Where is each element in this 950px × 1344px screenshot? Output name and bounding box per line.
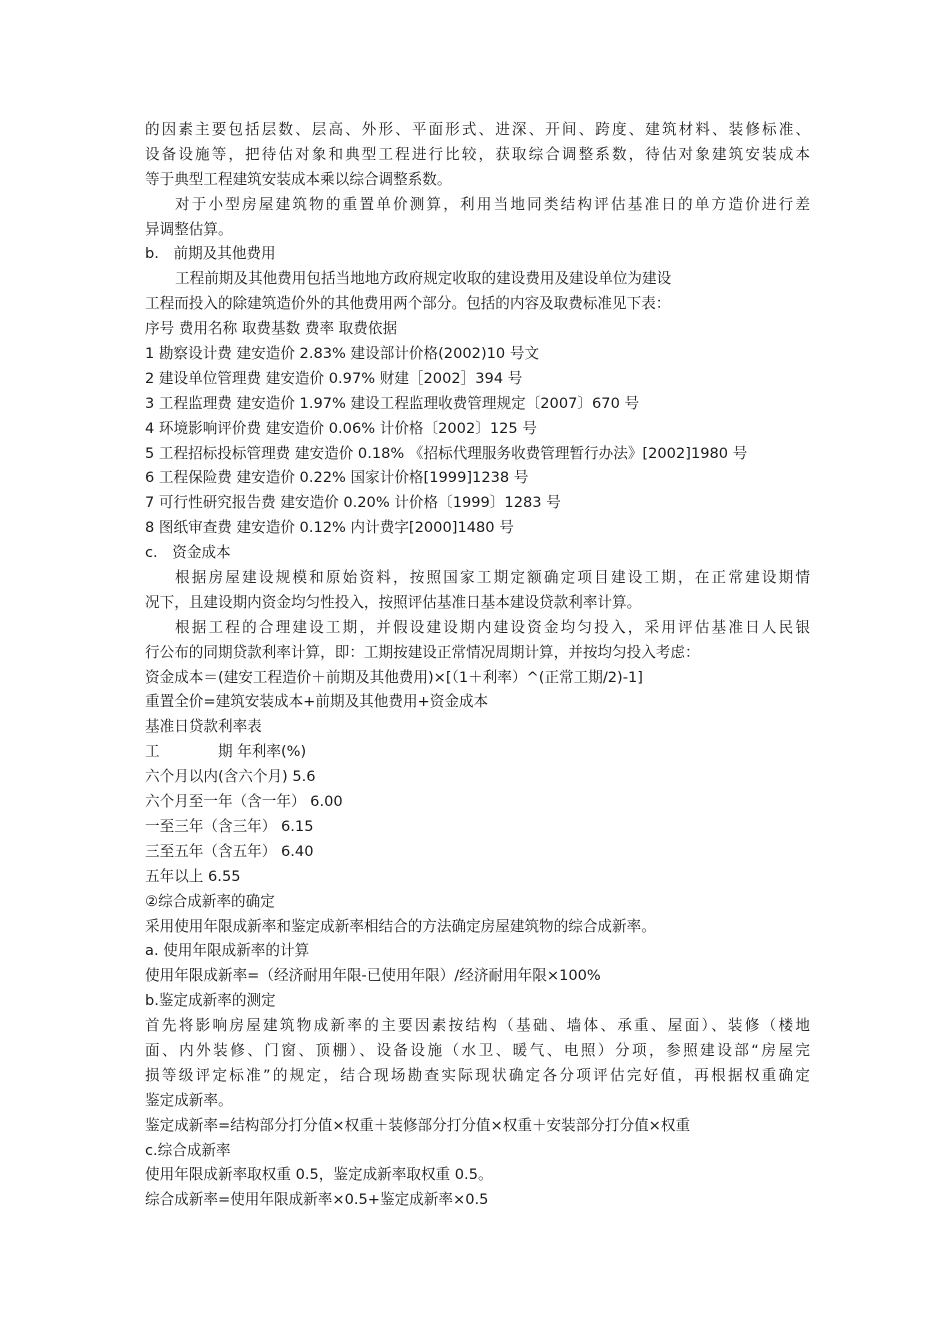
text-line: 的因素主要包括层数、层高、外形、平面形式、进深、开间、跨度、建筑材料、装修标准、 [145,121,810,138]
text-line: 三至五年（含五年） 6.40 [145,842,314,860]
text-line: b. 前期及其他费用 [145,245,276,263]
text-line: 鉴定成新率。 [145,1091,233,1109]
text-line: 况下，且建设期内资金均匀性投入，按照评估基准日基本建设贷款利率计算。 [145,593,642,611]
text-line: 六个月至一年（含一年） 6.00 [145,793,343,811]
text-line: a. 使用年限成新率的计算 [145,942,310,960]
text-line: 7 可行性研究报告费 建安造价 0.20% 计价格〔1999〕1283 号 [145,494,561,512]
text-line: 五年以上 6.55 [145,867,241,885]
text-line: 8 图纸审查费 建安造价 0.12% 内计费字[2000]1480 号 [145,519,514,537]
text-line: 首先将影响房屋建筑物成新率的主要因素按结构（基础、墙体、承重、屋面）、装修（楼地 [145,1017,810,1035]
text-line: c.综合成新率 [145,1141,231,1159]
text-line: 一至三年（含三年） 6.15 [145,817,314,835]
text-line: 1 勘察设计费 建安造价 2.83% 建设部计价格(2002)10 号文 [145,345,540,363]
text-line: 基准日贷款利率表 [145,718,262,736]
text-line: 六个月以内(含六个月) 5.6 [145,768,316,786]
text-line: 工程前期及其他费用包括当地地方政府规定收取的建设费用及建设单位为建设 [175,270,672,288]
text-line: c. 资金成本 [145,544,231,562]
text-line: 使用年限成新率取权重 0.5，鉴定成新率取权重 0.5。 [145,1166,493,1184]
text-line: 根据房屋建设规模和原始资料，按照国家工期定额确定项目建设工期，在正常建设期情 [175,569,810,587]
text-line: 工 期 年利率(%) [145,743,307,761]
text-line: 面、内外装修、门窗、顶棚）、设备设施（水卫、暖气、电照）分项，参照建设部“房屋完 [145,1041,810,1059]
document-body [145,118,810,1213]
text-line: 鉴定成新率=结构部分打分值×权重＋装修部分打分值×权重＋安装部分打分值×权重 [145,1116,691,1134]
text-line: 综合成新率=使用年限成新率×0.5+鉴定成新率×0.5 [145,1191,489,1209]
text-line: 根据工程的合理建设工期，并假设建设期内建设资金均匀投入，采用评估基准日人民银 [175,618,810,636]
text-line: 3 工程监理费 建安造价 1.97% 建设工程监理收费管理规定〔2007〕670 号 [145,394,640,412]
text-line: 5 工程招标投标管理费 建安造价 0.18% 《招标代理服务收费管理暂行办法》[2002]1980 号 [145,444,748,462]
text-line: 等于典型工程建筑安装成本乘以综合调整系数。 [145,170,452,188]
text-line: 采用使用年限成新率和鉴定成新率相结合的方法确定房屋建筑物的综合成新率。 [145,917,656,935]
text-line: 使用年限成新率=（经济耐用年限-已使用年限）/经济耐用年限×100% [145,967,601,985]
text-line: 设备设施等，把待估对象和典型工程进行比较，获取综合调整系数，待估对象建筑安装成本 [145,145,810,163]
text-line: 行公布的同期贷款利率计算，即：工期按建设正常情况周期计算，并按均匀投入考虑： [145,643,700,661]
text-line: 异调整估算。 [145,220,233,238]
text-line: 资金成本＝(建安工程造价＋前期及其他费用)×[（1＋利率）^(正常工期/2)-1] [145,668,643,686]
text-line: 6 工程保险费 建安造价 0.22% 国家计价格[1999]1238 号 [145,469,529,487]
text-line: 工程而投入的除建筑造价外的其他费用两个部分。包括的内容及取费标准见下表： [145,295,671,313]
text-line: 2 建设单位管理费 建安造价 0.97% 财建［2002］394 号 [145,369,523,387]
text-line: 损等级评定标准”的规定，结合现场勘查实际现状确定各分项评估完好值，再根据权重确定 [145,1066,810,1084]
text-line: 4 环境影响评价费 建安造价 0.06% 计价格〔2002〕125 号 [145,419,537,437]
text-line: ②综合成新率的确定 [145,892,275,910]
text-line: 序号 费用名称 取费基数 费率 取费依据 [145,320,398,338]
text-line: b.鉴定成新率的测定 [145,992,276,1010]
text-line: 重置全价=建筑安装成本+前期及其他费用+资金成本 [145,693,489,711]
text-line: 对于小型房屋建筑物的重置单价测算，利用当地同类结构评估基准日的单方造价进行差 [175,195,810,213]
